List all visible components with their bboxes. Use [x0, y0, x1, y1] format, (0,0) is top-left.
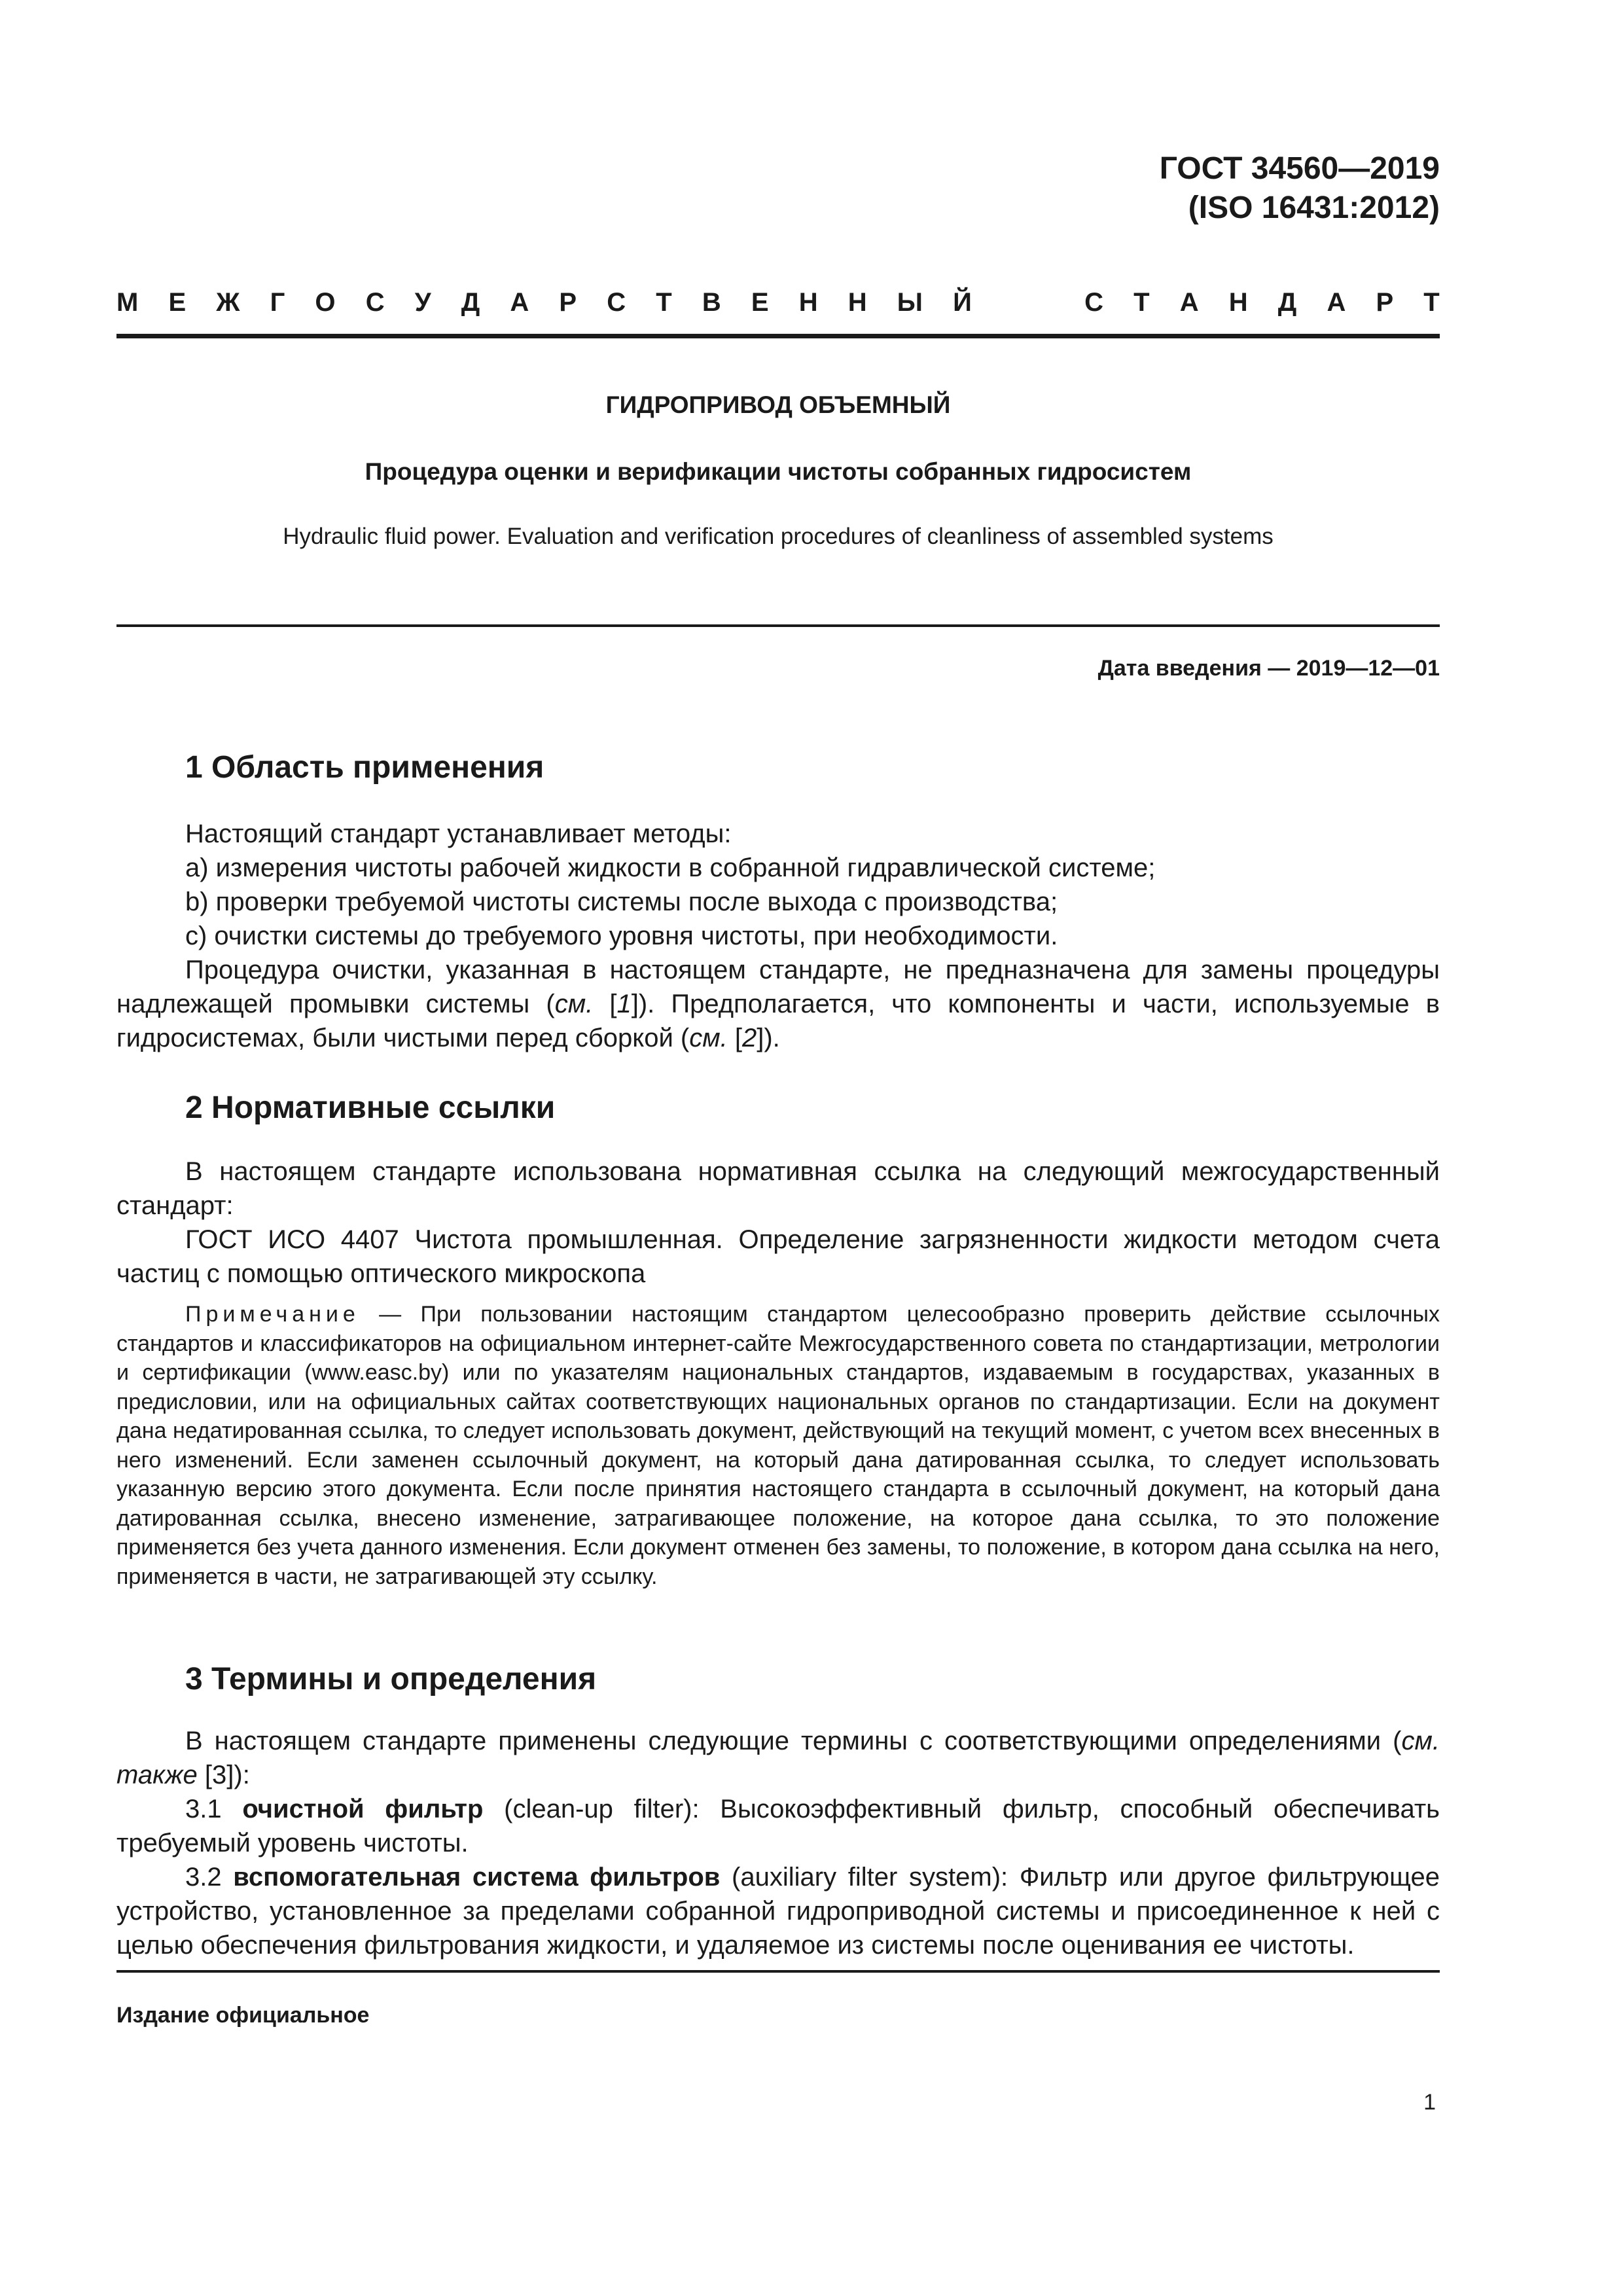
- banner-letter: В: [702, 288, 721, 317]
- note-label: Примечание: [185, 1302, 360, 1327]
- banner-letter: Н: [1228, 288, 1248, 317]
- list-item: a) измерения чистоты рабочей жидкости в собранной гидравлической системе;: [185, 853, 1156, 882]
- reference-link[interactable]: 1: [616, 990, 632, 1018]
- section-2-heading: 2 Нормативные ссылки: [185, 1090, 556, 1125]
- footer-rule: [116, 1970, 1440, 1973]
- list-intro: Настоящий стандарт устанавливает методы:: [185, 819, 732, 848]
- banner-letter: Н: [847, 288, 867, 317]
- section-3-heading: 3 Термины и определения: [185, 1662, 597, 1696]
- banner-letter: Н: [798, 288, 818, 317]
- list-item: b) проверки требуемой чистоты системы после выхода с производства;: [185, 888, 1058, 916]
- banner-letter: Ж: [216, 288, 240, 317]
- interstate-standard-banner: [116, 288, 1440, 317]
- introduction-date: Дата введения — 2019—12—01: [1097, 656, 1440, 681]
- banner-letter: Д: [1277, 288, 1297, 317]
- banner-letter: Т: [1423, 288, 1440, 317]
- note-text: — При пользовании настоящим стандартом целесообразно проверить действие ссылочных стандартов и классификаторов на официальном интернет-сайте Межгосударственного совета по стандартизации, метрологии и сертификации (www.easc.by) или по указателям национальных стандартов, издаваемым в государствах, указанных в предисловии, или на официальных сайтах соответствующих национальных органов по стандартизации. Если на документ дана недатированная ссылка, то следует использовать документ, действующий на текущий момент, с учетом всех внесенных в него изменений. Если заменен ссылочный документ, на который дана датированная ссылка, то следует использовать указанную версию этого документа. Если после принятия настоящего стандарта в ссылочный документ, на который дана датированная ссылка, внесено изменение, затрагивающее положение, на которое дана ссылка, то это положение применяется без учета данного изменения. Если документ отменен без замены, то положение, в котором дана ссылка на него, применяется в части, не затрагивающей эту ссылку.: [116, 1302, 1440, 1589]
- banner-letter: С: [365, 288, 385, 317]
- refs-intro-paragraph: В настоящем стандарте использована нормативная ссылка на следующий межгосударственный стандарт:: [116, 1157, 1440, 1220]
- section-2-body: [116, 1155, 1440, 1291]
- banner-letter: С: [1084, 288, 1104, 317]
- banner-letter: Р: [559, 288, 577, 317]
- terms-intro-paragraph: В настоящем стандарте применены следующие термины с соответствующими определениями (см. также [3]):: [116, 1727, 1440, 1789]
- term-definition: 3.1 очистной фильтр (clean-up filter): Высокоэффективный фильтр, способный обеспечивать требуемый уровень чистоты.: [116, 1795, 1440, 1857]
- header-rule: [116, 334, 1440, 338]
- banner-letter: Т: [656, 288, 672, 317]
- banner-letter: Е: [168, 288, 187, 317]
- term-definition: 3.2 вспомогательная система фильтров (auxiliary filter system): Фильтр или другое фильтрующее устройство, установленное за пределами собранной гидроприводной системы и присоединенное к ней с целью обеспечения фильтрования жидкости, и удаляемое из системы после оценивания ее чистоты.: [116, 1863, 1440, 1960]
- term-name: очистной фильтр: [242, 1795, 484, 1823]
- title-rule: [116, 624, 1440, 627]
- standard-designation: [1160, 149, 1440, 228]
- term-name: вспомогательная система фильтров: [233, 1863, 721, 1892]
- page-number: 1: [1423, 2090, 1436, 2115]
- banner-letter: У: [414, 288, 431, 317]
- banner-letter: О: [315, 288, 336, 317]
- cf-text: см.: [554, 990, 594, 1018]
- english-title: Hydraulic fluid power. Evaluation and verification procedures of cleanliness of assembled systems: [283, 524, 1274, 549]
- section-1-heading: 1 Область применения: [185, 750, 544, 785]
- banner-letter: А: [1179, 288, 1199, 317]
- banner-letter: Е: [751, 288, 769, 317]
- banner-letter: Ы: [897, 288, 923, 317]
- banner-letter: Й: [953, 288, 972, 317]
- banner-letter: А: [510, 288, 529, 317]
- scope-paragraph: Процедура очистки, указанная в настоящем стандарте, не предназначена для замены процедуры надлежащей промывки системы (см. [1]). Предполагается, что компоненты и части, используемые в гидросистемах, были чистыми перед сборкой (см. [2]).: [116, 956, 1440, 1052]
- reference-link[interactable]: 3: [212, 1761, 227, 1789]
- cf-text: см. также: [116, 1727, 1440, 1789]
- banner-letter: А: [1327, 288, 1346, 317]
- banner-letter: Д: [461, 288, 480, 317]
- reference-link[interactable]: 2: [742, 1024, 757, 1052]
- official-edition-label: Издание официальное: [116, 2003, 370, 2028]
- note-paragraph: [116, 1300, 1440, 1591]
- document-title: ГИДРОПРИВОД ОБЪЕМНЫЙ: [605, 391, 951, 418]
- gost-number: ГОСТ 34560—2019: [1159, 151, 1440, 186]
- list-item: c) очистки системы до требуемого уровня чистоты, при необходимости.: [185, 922, 1058, 950]
- document-subtitle: Процедура оценки и верификации чистоты собранных гидросистем: [365, 458, 1192, 485]
- banner-letter: Р: [1376, 288, 1394, 317]
- cf-text: см.: [689, 1024, 728, 1052]
- banner-letter: Т: [1133, 288, 1150, 317]
- banner-letter: Г: [270, 288, 285, 317]
- banner-letter: С: [607, 288, 626, 317]
- section-1-body: [116, 817, 1440, 1055]
- normative-reference: ГОСТ ИСО 4407 Чистота промышленная. Определение загрязненности жидкости методом счета частиц с помощью оптического микроскопа: [116, 1225, 1440, 1288]
- section-3-body: [116, 1724, 1440, 1962]
- iso-number: (ISO 16431:2012): [1188, 190, 1440, 225]
- banner-letter: М: [116, 288, 139, 317]
